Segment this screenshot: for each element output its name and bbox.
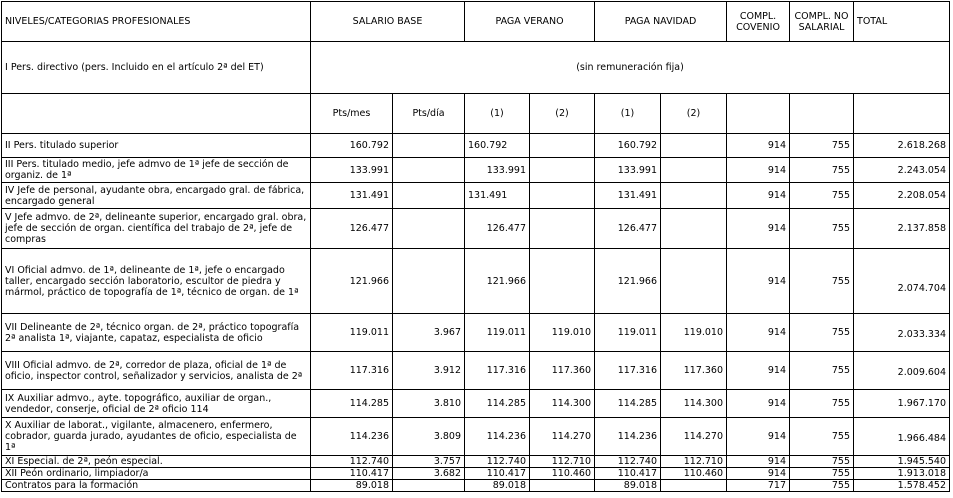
verano-2-cell [530,158,595,183]
pts-mes-cell: 126.477 [311,209,393,249]
verano-1-cell: 126.477 [465,209,530,249]
table-row [2,249,950,314]
navidad-2-cell: 119.010 [661,314,727,352]
navidad-1-cell: 117.316 [595,352,661,390]
total-cell: 1.967.170 [854,390,950,418]
navidad-1-cell: 114.236 [595,418,661,456]
category-cell: IV Jefe de personal, ayudante obra, encargado gral. de fábrica, encargado general [2,183,311,209]
verano-2-cell: 119.010 [530,314,595,352]
table-row [2,468,950,480]
verano-1-cell: 133.991 [465,158,530,183]
header-paga-verano: PAGA VERANO [465,2,595,42]
compl-no-salarial-cell: 755 [790,352,854,390]
table-row [2,158,950,183]
header-compl-no-salarial: COMPL. NO SALARIAL [790,2,854,42]
table-row [2,480,950,492]
compl-no-salarial-cell: 755 [790,183,854,209]
verano-1-cell: 121.966 [465,249,530,314]
category-cell: VI Oficial admvo. de 1ª, delineante de 1ª, jefe o encargado taller, encargado sección laboratorio, escultor de piedra y mármol, práctico de topografía de 1ª, técnico de organ. de 1ª [2,249,311,314]
compl-no-salarial-cell: 755 [790,249,854,314]
header-compl-convenio: COMPL. COVENIO [727,2,790,42]
verano-1-cell: 89.018 [465,480,530,492]
compl-convenio-cell: 914 [727,418,790,456]
category-cell: IX Auxiliar admvo., ayte. topográfico, auxiliar de organ., vendedor, conserje, oficial de 2ª oficio 114 [2,390,311,418]
pts-dia-cell [393,209,465,249]
navidad-2-cell: 114.300 [661,390,727,418]
category-cell: Contratos para la formación [2,480,311,492]
navidad-1-cell: 121.966 [595,249,661,314]
category-cell: III Pers. titulado medio, jefe admvo de 1ª jefe de sección de organiz. de 1ª [2,158,311,183]
category-cell: I Pers. directivo (pers. Incluido en el artículo 2ª del ET) [2,42,311,94]
total-cell: 2.009.604 [854,352,950,390]
verano-1-cell: 117.316 [465,352,530,390]
navidad-1-cell: 112.740 [595,456,661,468]
compl-convenio-cell: 717 [727,480,790,492]
compl-convenio-cell: 914 [727,249,790,314]
total-cell: 1.578.452 [854,480,950,492]
total-cell: 2.618.268 [854,134,950,158]
pts-mes-cell: 119.011 [311,314,393,352]
compl-no-salarial-cell: 755 [790,480,854,492]
pts-mes-cell: 160.792 [311,134,393,158]
compl-no-salarial-cell: 755 [790,209,854,249]
verano-1-cell: 110.417 [465,468,530,480]
pts-mes-cell: 133.991 [311,158,393,183]
category-cell: V Jefe admvo. de 2ª, delineante superior, encargado gral. obra, jefe de sección de organ. científica del trabajo de 2ª, jefe de compras [2,209,311,249]
total-cell: 2.033.334 [854,314,950,352]
compl-convenio-cell: 914 [727,134,790,158]
pts-mes-cell: 121.966 [311,249,393,314]
pts-dia-cell: 3.809 [393,418,465,456]
navidad-2-cell: 114.270 [661,418,727,456]
pts-dia-cell: 3.682 [393,468,465,480]
pts-dia-cell [393,183,465,209]
pts-dia-cell [393,134,465,158]
verano-2-cell [530,183,595,209]
table-row [2,183,950,209]
pts-mes-cell: 117.316 [311,352,393,390]
table-row [2,209,950,249]
pts-dia-cell: 3.810 [393,390,465,418]
verano-2-cell: 112.710 [530,456,595,468]
verano-1-cell: 131.491 [465,183,530,209]
navidad-1-cell: 160.792 [595,134,661,158]
compl-no-salarial-cell: 755 [790,456,854,468]
verano-2-cell: 114.270 [530,418,595,456]
table-row [2,352,950,390]
pts-mes-cell: 114.285 [311,390,393,418]
compl-no-salarial-cell: 755 [790,314,854,352]
verano-2-cell: 117.360 [530,352,595,390]
pts-mes-cell: 112.740 [311,456,393,468]
compl-convenio-cell: 914 [727,390,790,418]
navidad-2-cell: 112.710 [661,456,727,468]
compl-no-salarial-cell: 755 [790,468,854,480]
compl-no-salarial-cell: 755 [790,418,854,456]
header-salario-base: SALARIO BASE [311,2,465,42]
header-category: NIVELES/CATEGORIAS PROFESIONALES [2,2,311,42]
pts-dia-cell [393,249,465,314]
navidad-2-cell [661,209,727,249]
pts-mes-cell: 110.417 [311,468,393,480]
navidad-1-cell: 126.477 [595,209,661,249]
navidad-2-cell [661,134,727,158]
subheader-row [2,94,950,134]
compl-convenio-cell: 914 [727,209,790,249]
total-cell: 2.208.054 [854,183,950,209]
verano-2-cell [530,134,595,158]
total-cell: 1.913.018 [854,468,950,480]
verano-1-cell: 112.740 [465,456,530,468]
compl-convenio-cell: 914 [727,468,790,480]
subheader-empty [727,94,790,134]
subheader-verano-2: (2) [530,94,595,134]
header-paga-navidad: PAGA NAVIDAD [595,2,727,42]
navidad-2-cell: 110.460 [661,468,727,480]
verano-2-cell: 114.300 [530,390,595,418]
category-cell: XI Especial. de 2ª, peón especial. [2,456,311,468]
category-cell: II Pers. titulado superior [2,134,311,158]
table-row [2,418,950,456]
pts-dia-cell: 3.757 [393,456,465,468]
subheader-empty [854,94,950,134]
pts-mes-cell: 89.018 [311,480,393,492]
salary-table [1,1,950,492]
subheader-navidad-2: (2) [661,94,727,134]
pts-dia-cell: 3.967 [393,314,465,352]
compl-convenio-cell: 914 [727,158,790,183]
navidad-2-cell [661,249,727,314]
compl-convenio-cell: 914 [727,352,790,390]
verano-2-cell [530,209,595,249]
navidad-1-cell: 119.011 [595,314,661,352]
total-cell: 1.966.484 [854,418,950,456]
verano-2-cell [530,249,595,314]
navidad-1-cell: 110.417 [595,468,661,480]
total-cell: 2.137.858 [854,209,950,249]
verano-2-cell: 110.460 [530,468,595,480]
table-row [2,390,950,418]
total-cell: 2.243.054 [854,158,950,183]
compl-no-salarial-cell: 755 [790,390,854,418]
compl-convenio-cell: 914 [727,183,790,209]
category-cell: VIII Oficial admvo. de 2ª, corredor de plaza, oficial de 1ª de oficio, inspector control, señalizador y servicios, analista de 2ª [2,352,311,390]
pts-mes-cell: 114.236 [311,418,393,456]
header-total: TOTAL [854,2,950,42]
navidad-2-cell [661,158,727,183]
verano-1-cell: 119.011 [465,314,530,352]
pts-dia-cell [393,480,465,492]
compl-no-salarial-cell: 755 [790,158,854,183]
table-row [2,314,950,352]
verano-2-cell [530,480,595,492]
verano-1-cell: 114.285 [465,390,530,418]
category-cell: VII Delineante de 2ª, técnico organ. de 2ª, práctico topografía 2ª analista 1ª, viajante, capataz, especialista de oficio [2,314,311,352]
compl-convenio-cell: 914 [727,314,790,352]
pts-dia-cell: 3.912 [393,352,465,390]
navidad-1-cell: 133.991 [595,158,661,183]
navidad-2-cell [661,480,727,492]
navidad-1-cell: 114.285 [595,390,661,418]
verano-1-cell: 114.236 [465,418,530,456]
table-row [2,134,950,158]
subheader-pts-dia: Pts/día [393,94,465,134]
verano-1-cell: 160.792 [465,134,530,158]
pts-dia-cell [393,158,465,183]
navidad-2-cell [661,183,727,209]
subheader-verano-1: (1) [465,94,530,134]
row-personal-directivo [2,42,950,94]
total-cell: 2.074.704 [854,249,950,314]
pts-mes-cell: 131.491 [311,183,393,209]
subheader-navidad-1: (1) [595,94,661,134]
subheader-empty [790,94,854,134]
subheader-pts-mes: Pts/mes [311,94,393,134]
sin-remuneracion-note: (sin remuneración fija) [311,42,950,94]
compl-convenio-cell: 914 [727,456,790,468]
category-cell: X Auxiliar de laborat., vigilante, almacenero, enfermero, cobrador, guarda jurado, ayudantes de oficio, especialista de 1ª [2,418,311,456]
header-row [2,2,950,42]
navidad-2-cell: 117.360 [661,352,727,390]
navidad-1-cell: 89.018 [595,480,661,492]
navidad-1-cell: 131.491 [595,183,661,209]
compl-no-salarial-cell: 755 [790,134,854,158]
table-row [2,456,950,468]
total-cell: 1.945.540 [854,456,950,468]
subheader-empty [2,94,311,134]
category-cell: XII Peón ordinario, limpiador/a [2,468,311,480]
